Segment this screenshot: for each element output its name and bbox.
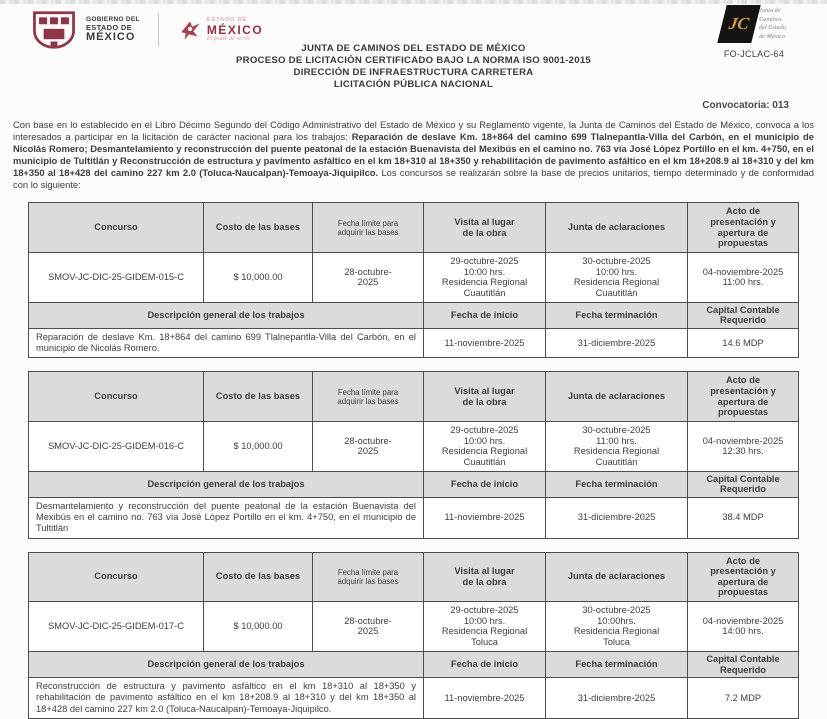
jc-caption-line: del Estado xyxy=(759,24,786,31)
costo-value: $ 10,000.00 xyxy=(204,252,313,302)
intro-part-1: Con base en lo establecido en el Libro Décimo Segundo del Código Administrativo del Estado de México y su Reglamento vigente, la Junta de Caminos del Estado de México, convoca a los interesados a participar en la licitación de carácter nacional para los trabajos: xyxy=(13,119,814,142)
col-header-descripcion: Descripción general de los trabajos xyxy=(29,471,424,497)
gob-line2: ESTADO DE xyxy=(86,22,132,32)
col-header-descripcion: Descripción general de los trabajos xyxy=(29,651,424,677)
col-header-fecha-limite: Fecha límite para adquirir las bases xyxy=(313,552,424,601)
costo-value: $ 10,000.00 xyxy=(204,421,313,471)
form-code: FO-JCLAC-64 xyxy=(723,49,785,59)
visita-value: 29-octubre-2025 10:00 hrs. Residencia Regional Toluca xyxy=(424,601,546,651)
col-header-concurso: Concurso xyxy=(29,552,204,601)
edomex-logo xyxy=(177,17,263,43)
visita-value: 29-octubre-2025 10:00 hrs. Residencia Regional Cuautitlán xyxy=(424,252,546,302)
edomex-top-text: ESTADO DE xyxy=(206,17,248,24)
col-header-fecha-limite: Fecha límite para adquirir las bases xyxy=(313,372,424,421)
col-header-terminacion: Fecha terminación xyxy=(546,302,688,328)
col-header-inicio: Fecha de inicio xyxy=(424,651,546,677)
fecha-inicio-value: 11-noviembre-2025 xyxy=(424,678,546,719)
tender-table-1 xyxy=(28,202,799,358)
visita-value: 29-octubre-2025 10:00 hrs. Residencia Regional Cuautitlán xyxy=(424,421,546,471)
intro-works-bold: Reparación de deslave Km. 18+864 del camino 699 Tlalnepantla-Villa del Carbón, en el municipio de Nicolás Romero; Desmantelamiento y reconstrucción del puente peatonal de la estación Buenavista del Mexibús en el camino no. 763 vía José López Portillo en el km. 4+750, en el municipio de Tultitlán y Reconstrucción de estructura y pavimento asfáltico en el km 18+310 al 18+350 y rehabilitación de pavimento asfáltico en el km 18+208.9 al 18+310 y del km 18+350 al 18+428 del camino 227 km 2.0 (Toluca-Naucalpan)-Temoaya-Jiquipilco. xyxy=(13,130,814,178)
col-header-visita: Visita al lugar de la obra xyxy=(424,203,546,252)
document-header xyxy=(0,0,827,96)
title-line-3: DIRECCIÓN DE INFRAESTRUCTURA CARRETERA xyxy=(293,67,534,78)
fecha-inicio-value: 11-noviembre-2025 xyxy=(424,329,546,358)
right-logo-group xyxy=(708,5,800,59)
col-header-costo: Costo de las bases xyxy=(204,552,313,601)
col-header-capital: Capital Contable Requerido xyxy=(688,471,799,497)
descripcion-value: Desmantelamiento y reconstrucción del puente peatonal de la estación Buenavista del Mexibús en el camino no. 763 vía José López Portillo en el km. 4+750, en el municipio de Tultitlán xyxy=(29,497,424,538)
col-header-capital: Capital Contable Requerido xyxy=(688,651,799,677)
title-line-4: LICITACIÓN PÚBLICA NACIONAL xyxy=(333,79,494,90)
concurso-id: SMOV-JC-DIC-25-GIDEM-017-C xyxy=(29,601,204,651)
col-header-visita: Visita al lugar de la obra xyxy=(424,552,546,601)
col-header-junta: Junta de aclaraciones xyxy=(546,372,688,421)
col-header-inicio: Fecha de inicio xyxy=(424,302,546,328)
col-header-visita: Visita al lugar de la obra xyxy=(424,372,546,421)
junta-value: 30-octubre-2025 11:00 hrs. Residencia Regional Cuautitlán xyxy=(546,421,688,471)
junta-caminos-logo xyxy=(708,5,800,43)
col-header-costo: Costo de las bases xyxy=(204,372,313,421)
gobierno-estado-mexico-wordmark xyxy=(86,17,140,43)
col-header-junta: Junta de aclaraciones xyxy=(546,203,688,252)
concurso-id: SMOV-JC-DIC-25-GIDEM-016-C xyxy=(29,421,204,471)
col-header-inicio: Fecha de inicio xyxy=(424,471,546,497)
acto-value: 04-noviembre-2025 14:00 hrs. xyxy=(688,601,799,651)
col-header-junta: Junta de aclaraciones xyxy=(546,552,688,601)
col-header-concurso: Concurso xyxy=(29,203,204,252)
junta-value: 30-octubre-2025 10:00 hrs. Residencia Regional Cuautitlán xyxy=(546,252,688,302)
document-title xyxy=(0,43,827,91)
col-header-capital: Capital Contable Requerido xyxy=(688,302,799,328)
title-line-1: JUNTA DE CAMINOS DEL ESTADO DE MÉXICO xyxy=(301,43,526,54)
edomex-bird-icon xyxy=(177,17,203,43)
intro-paragraph xyxy=(13,119,814,190)
acto-value: 04-noviembre-2025 12:30 hrs. xyxy=(688,421,799,471)
col-header-acto: Acto de presentación y apertura de propuestas xyxy=(688,203,799,252)
col-header-acto: Acto de presentación y apertura de propuestas xyxy=(688,372,799,421)
logo-divider xyxy=(158,13,159,47)
fecha-limite-value: 28-octubre- 2025 xyxy=(313,421,424,471)
junta-value: 30-octubre-2025 10:00hrs. Residencia Regional Toluca xyxy=(546,601,688,651)
tender-table-3 xyxy=(28,552,799,719)
col-header-descripcion: Descripción general de los trabajos xyxy=(29,302,424,328)
title-line-2: PROCESO DE LICITACIÓN CERTIFICADO BAJO LA NORMA ISO 9001-2015 xyxy=(236,55,591,66)
acto-value: 04-noviembre-2025 11:00 hrs. xyxy=(688,252,799,302)
fecha-terminacion-value: 31-diciembre-2025 xyxy=(546,497,688,538)
col-header-terminacion: Fecha terminación xyxy=(546,471,688,497)
fecha-terminacion-value: 31-diciembre-2025 xyxy=(546,329,688,358)
col-header-terminacion: Fecha terminación xyxy=(546,651,688,677)
edomex-wordmark xyxy=(207,18,263,42)
concurso-id: SMOV-JC-DIC-25-GIDEM-015-C xyxy=(29,252,204,302)
fecha-limite-value: 28-octubre- 2025 xyxy=(313,601,424,651)
gob-line3: MÉXICO xyxy=(86,30,136,43)
edomex-tagline: El poder de servir xyxy=(206,35,251,42)
capital-value: 38.4 MDP xyxy=(688,497,799,538)
fecha-limite-value: 28-octubre- 2025 xyxy=(313,252,424,302)
jc-caption-line: Junta de xyxy=(759,7,781,14)
col-header-acto: Acto de presentación y apertura de propuestas xyxy=(688,552,799,601)
costo-value: $ 10,000.00 xyxy=(204,601,313,651)
capital-value: 7.2 MDP xyxy=(688,678,799,719)
fecha-terminacion-value: 31-diciembre-2025 xyxy=(546,678,688,719)
jc-monogram-icon xyxy=(717,5,760,43)
capital-value: 14.6 MDP xyxy=(688,329,799,358)
col-header-concurso: Concurso xyxy=(29,372,204,421)
convocatoria-number: Convocatoria: 013 xyxy=(702,100,789,111)
jc-caption-line: de México xyxy=(759,32,786,40)
tender-table-2 xyxy=(28,371,799,538)
fecha-inicio-value: 11-noviembre-2025 xyxy=(424,497,546,538)
col-header-costo: Costo de las bases xyxy=(204,203,313,252)
jc-monogram-text: JC xyxy=(727,14,751,33)
jc-caption xyxy=(759,5,786,41)
descripcion-value: Reconstrucción de estructura y pavimento asfáltico en el km 18+310 al 18+350 y rehabilitación de pavimento asfáltico en el km 18+208.9 al 18+310 y del km 18+350 al 18+428 del camino 227 km 2.0 (Toluca-Naucalpan)-Temoaya-Jiquipilco. xyxy=(29,678,424,719)
descripcion-value: Reparación de deslave Km. 18+864 del camino 699 Tlalnepantla-Villa del Carbón, en el municipio de Nicolás Romero. xyxy=(29,329,424,358)
gob-line1: GOBIERNO DEL xyxy=(86,16,140,23)
edomex-name: MÉXICO xyxy=(206,22,264,37)
intro-part-3: Los concursos se realizarán sobre la base de precios unitarios, tiempo determinado y de conformidad con lo siguiente: xyxy=(13,166,814,190)
col-header-fecha-limite: Fecha límite para adquirir las bases xyxy=(313,203,424,252)
jc-caption-line: Caminos xyxy=(759,15,782,23)
